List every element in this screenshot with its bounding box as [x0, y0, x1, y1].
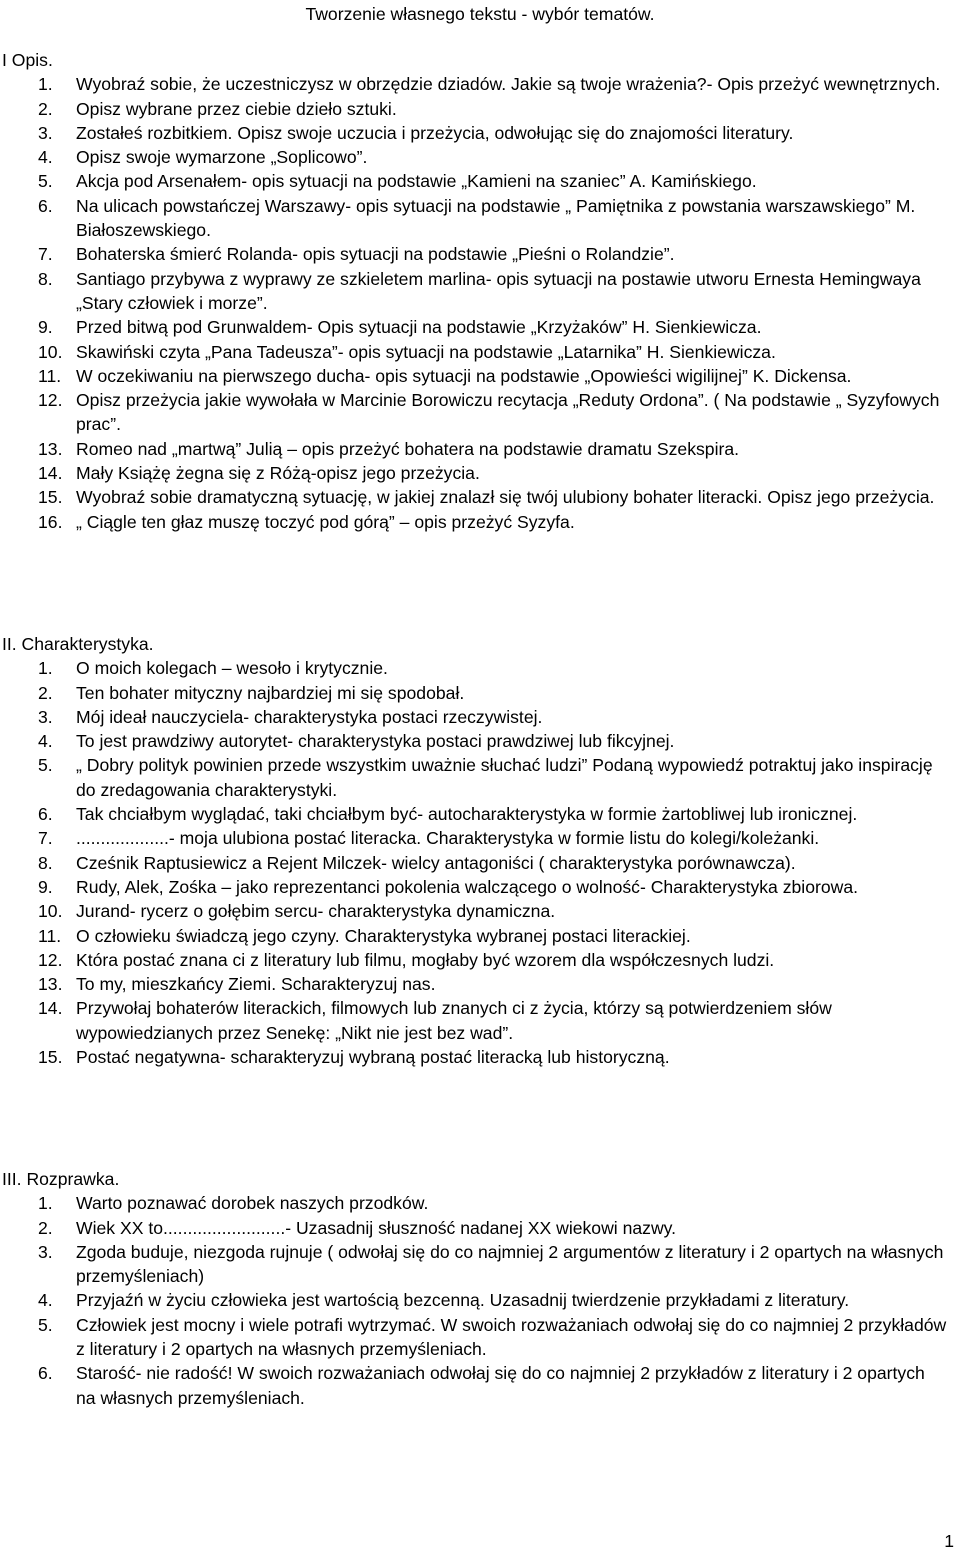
item-number: 5. — [38, 1314, 53, 1335]
list-item — [0, 437, 960, 461]
list-item — [0, 656, 960, 680]
list-item — [0, 948, 960, 972]
item-text: Opisz swoje wymarzone „Soplicowo”. — [76, 147, 368, 168]
item-number: 13. — [38, 438, 63, 459]
item-text: To my, mieszkańcy Ziemi. Scharakteryzuj nas. — [76, 974, 436, 995]
item-number: 14. — [38, 463, 63, 484]
item-text: „ Dobry polityk powinien przede wszystkim uważnie słuchać ludzi” Podaną wypowiedź potraktuj jako inspirację do zredagowania charakterystyki. — [76, 755, 933, 800]
list-item — [0, 972, 960, 996]
item-text: Akcja pod Arsenałem- opis sytuacji na podstawie „Kamieni na szaniec” A. Kamińskiego. — [76, 171, 757, 192]
list-item — [0, 1361, 960, 1410]
item-number: 16. — [38, 511, 63, 532]
list-item — [0, 340, 960, 364]
list-item — [0, 121, 960, 145]
section-heading: III. Rozprawka. — [2, 1169, 120, 1189]
list-item — [0, 1045, 960, 1069]
list-item — [0, 753, 960, 802]
item-text: Przyjaźń w życiu człowieka jest wartością bezcenną. Uzasadnij twierdzenie przykładami z literatury. — [76, 1290, 850, 1311]
item-text: Romeo nad „martwą” Julią – opis przeżyć bohatera na podstawie dramatu Szekspira. — [76, 438, 740, 459]
item-number: 10. — [38, 901, 63, 922]
item-number: 15. — [38, 1047, 63, 1068]
list-item — [0, 97, 960, 121]
item-text: Mój ideał nauczyciela- charakterystyka postaci rzeczywistej. — [76, 706, 543, 727]
list-item — [0, 851, 960, 875]
item-text: Rudy, Alek, Zośka – jako reprezentanci pokolenia walczącego o wolność- Charakterystyka zbiorowa. — [76, 876, 859, 897]
item-text: Zgoda buduje, niezgoda rujnuje ( odwołaj się do co najmniej 2 argumentów z literatury i 2 opartych na własnych przemyśleniach) — [76, 1241, 944, 1287]
item-text: Bohaterska śmierć Rolanda- opis sytuacji na podstawie „Pieśni o Rolandzie”. — [76, 244, 675, 265]
item-text: Ten bohater mityczny najbardziej mi się spodobał. — [76, 682, 465, 703]
page-number: 1 — [944, 1531, 954, 1551]
item-text: Wyobraź sobie dramatyczną sytuację, w jakiej znalazł się twój ulubiony bohater literacki. Opisz jego przeżycia. — [76, 487, 935, 508]
item-text: To jest prawdziwy autorytet- charakterystyka postaci prawdziwej lub fikcyjnej. — [76, 731, 675, 752]
list-item — [0, 461, 960, 485]
item-number: 5. — [38, 755, 53, 776]
item-text: Postać negatywna- scharakteryzuj wybraną postać literacką lub historyczną. — [76, 1047, 670, 1068]
item-number: 3. — [38, 122, 53, 143]
item-number: 4. — [38, 731, 53, 752]
list-item — [0, 267, 960, 316]
item-text: O człowieku świadczą jego czyny. Charakterystyka wybranej postaci literackiej. — [76, 925, 691, 946]
item-number: 6. — [38, 195, 53, 216]
section-heading: I Opis. — [2, 50, 53, 70]
topic-list — [0, 1191, 960, 1410]
list-item — [0, 681, 960, 705]
list-item — [0, 72, 960, 96]
item-number: 1. — [38, 658, 53, 679]
item-text: Santiago przybywa z wyprawy ze szkieletem marlina- opis sytuacji na postawie utworu Ernesta Hemingwaya „Stary człowiek i morze”. — [76, 268, 921, 313]
item-number: 2. — [38, 1217, 53, 1238]
item-text: Która postać znana ci z literatury lub filmu, mogłaby być wzorem dla współczesnych ludzi. — [76, 949, 775, 970]
item-text: Na ulicach powstańczej Warszawy- opis sytuacji na podstawie „ Pamiętnika z powstania warszawskiego” M. Białoszewskiego. — [76, 195, 916, 241]
item-number: 15. — [38, 487, 63, 508]
list-item — [0, 1240, 960, 1289]
item-number: 6. — [38, 1363, 53, 1384]
document-title: Tworzenie własnego tekstu - wybór tematów. — [305, 4, 655, 24]
item-text: Przywołaj bohaterów literackich, filmowych lub znanych ci z życia, którzy są potwierdzeniem słów wypowiedzianych przez Senekę: „Nikt nie jest bez wad”. — [76, 998, 832, 1043]
item-text: Opisz przeżycia jakie wywołała w Marcinie Borowiczu recytacja „Reduty Ordona”. ( Na podstawie „ Syzyfowych prac”. — [76, 390, 940, 435]
item-number: 2. — [38, 682, 53, 703]
item-text: Jurand- rycerz o gołębim sercu- charakterystyka dynamiczna. — [76, 901, 556, 922]
item-number: 11. — [38, 365, 62, 386]
item-number: 5. — [38, 171, 53, 192]
item-text: Warto poznawać dorobek naszych przodków. — [76, 1193, 429, 1214]
item-text: Przed bitwą pod Grunwaldem- Opis sytuacji na podstawie „Krzyżaków” H. Sienkiewicza. — [76, 317, 762, 338]
list-item — [0, 996, 960, 1045]
item-number: 7. — [38, 828, 53, 849]
item-number: 10. — [38, 341, 63, 362]
list-item — [0, 510, 960, 534]
item-text: „ Ciągle ten głaz muszę toczyć pod górą” – opis przeżyć Syzyfa. — [76, 511, 575, 532]
item-text: Opisz wybrane przez ciebie dzieło sztuki. — [76, 98, 397, 119]
item-text: Zostałeś rozbitkiem. Opisz swoje uczucia i przeżycia, odwołując się do znajomości literatury. — [76, 122, 794, 143]
item-text: Starość- nie radość! W swoich rozważaniach odwołaj się do co najmniej 2 przykładów z literatury i 2 opartych na własnych przemyśleniach. — [76, 1363, 925, 1408]
item-text: Skawiński czyta „Pana Tadeusza”- opis sytuacji na podstawie „Latarnika” H. Sienkiewicza. — [76, 341, 776, 362]
list-item — [0, 145, 960, 169]
item-number: 13. — [38, 974, 63, 995]
item-text: Mały Książę żegna się z Różą-opisz jego przeżycia. — [76, 463, 480, 484]
item-number: 8. — [38, 268, 53, 289]
item-text: O moich kolegach – wesoło i krytycznie. — [76, 658, 388, 679]
item-number: 3. — [38, 1241, 53, 1262]
item-number: 7. — [38, 244, 53, 265]
list-item — [0, 899, 960, 923]
item-number: 1. — [38, 74, 53, 95]
list-item — [0, 364, 960, 388]
list-item — [0, 242, 960, 266]
item-text: ...................- moja ulubiona postać literacka. Charakterystyka w formie listu do kolegi/koleżanki. — [76, 828, 820, 849]
item-text: Człowiek jest mocny i wiele potrafi wytrzymać. W swoich rozważaniach odwołaj się do co najmniej 2 przykładów z literatury i 2 opartych na własnych przemyśleniach. — [76, 1314, 947, 1360]
list-item — [0, 802, 960, 826]
item-number: 1. — [38, 1193, 53, 1214]
list-item — [0, 875, 960, 899]
item-text: Tak chciałbym wyglądać, taki chciałbym być- autocharakterystyka w formie żartobliwej lub ironicznej. — [76, 804, 858, 825]
item-text: Wyobraź sobie, że uczestniczysz w obrzędzie dziadów. Jakie są twoje wrażenia?- Opis przeżyć wewnętrznych. — [76, 74, 941, 95]
list-item — [0, 705, 960, 729]
item-text: W oczekiwaniu na pierwszego ducha- opis sytuacji na podstawie „Opowieści wigilijnej” K. Dickensa. — [76, 365, 852, 386]
list-item — [0, 315, 960, 339]
list-item — [0, 388, 960, 437]
item-number: 4. — [38, 1290, 53, 1311]
list-item — [0, 924, 960, 948]
section-heading: II. Charakterystyka. — [2, 634, 154, 654]
item-number: 11. — [38, 925, 62, 946]
item-number: 6. — [38, 804, 53, 825]
item-number: 3. — [38, 706, 53, 727]
item-number: 9. — [38, 876, 53, 897]
list-item — [0, 169, 960, 193]
item-number: 9. — [38, 317, 53, 338]
item-number: 8. — [38, 852, 53, 873]
list-item — [0, 1216, 960, 1240]
list-item — [0, 485, 960, 509]
list-item — [0, 1288, 960, 1312]
item-text: Cześnik Raptusiewicz a Rejent Milczek- wielcy antagoniści ( charakterystyka porównawcza). — [76, 852, 796, 873]
list-item — [0, 194, 960, 243]
item-number: 2. — [38, 98, 53, 119]
item-number: 12. — [38, 390, 63, 411]
topic-list — [0, 656, 960, 1069]
item-number: 12. — [38, 949, 63, 970]
topic-list — [0, 72, 960, 534]
list-item — [0, 729, 960, 753]
list-item — [0, 1191, 960, 1215]
list-item — [0, 1313, 960, 1362]
item-text: Wiek XX to.........................- Uzasadnij słuszność nadanej XX wiekowi nazwy. — [76, 1217, 677, 1238]
list-item — [0, 826, 960, 850]
item-number: 14. — [38, 998, 63, 1019]
item-number: 4. — [38, 147, 53, 168]
